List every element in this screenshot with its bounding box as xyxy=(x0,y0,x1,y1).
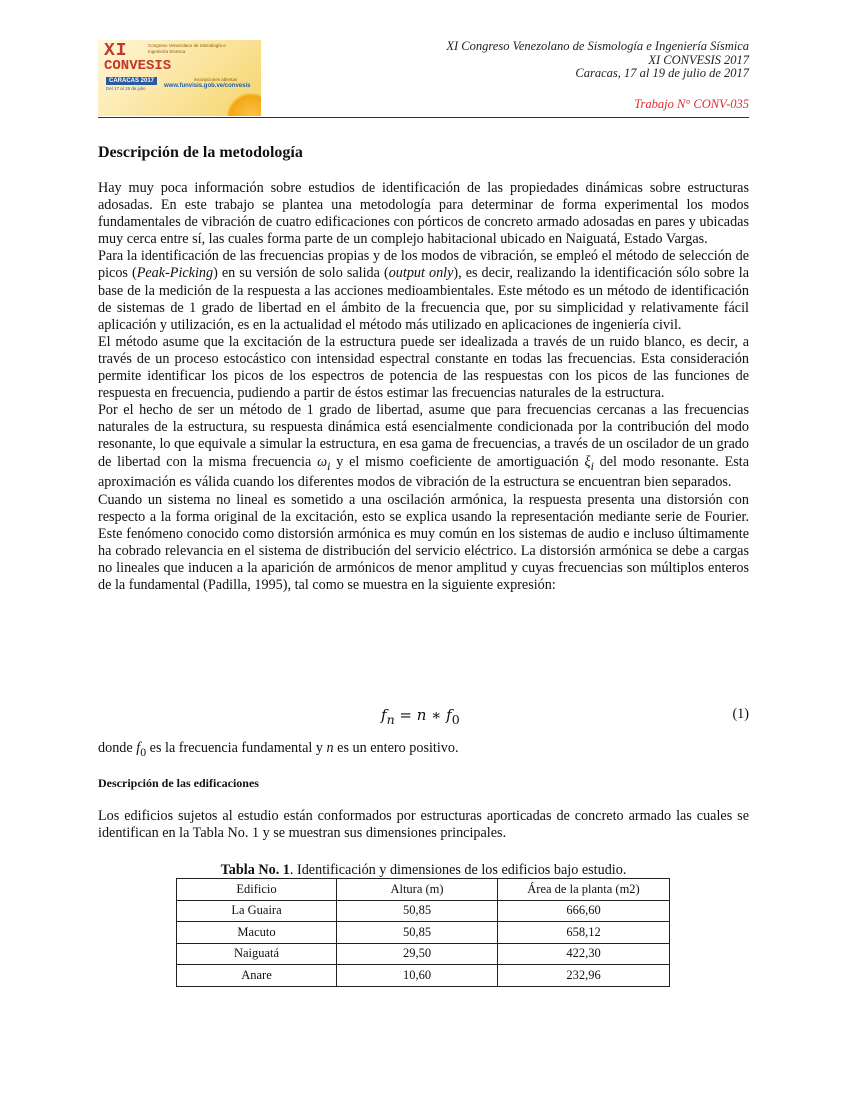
table-cell: 10,60 xyxy=(337,965,498,987)
logo-inscripciones: inscripciones abiertas xyxy=(194,77,238,82)
equation-explanation: donde $f_0$ es la frecuencia fundamental y n es un entero positivo. xyxy=(98,740,459,759)
paragraph-1: Hay muy poca información sobre estudios de identificación de las propiedades dinámicas sobre estructuras adosadas. En este trabajo se plantea una metodología para determinar de forma experimental los modos fundamentales de vibración de cuatro edificaciones con pórticos de concreto armado adosadas en pares y ubicadas muy cerca entre sí, las cuales forma parte de un complejo habitacional ubicado en Naiguatá, Estado Vargas. xyxy=(98,180,749,248)
convesis-logo xyxy=(98,40,261,116)
table-cell: 232,96 xyxy=(498,965,670,987)
equation-1 xyxy=(98,706,749,726)
running-header xyxy=(446,40,749,81)
paragraph-edificaciones: Los edificios sujetos al estudio están conformados por estructuras aporticadas de concreto armado las cuales se identifican en la Tabla No. 1 y se muestran sus dimensiones principales. xyxy=(98,808,749,842)
table-cell: 29,50 xyxy=(337,943,498,965)
header-rule xyxy=(98,117,749,118)
table-cell: La Guaira xyxy=(177,900,337,922)
table-header-row xyxy=(177,879,670,901)
buildings-table xyxy=(176,878,670,987)
table-cell: 50,85 xyxy=(337,900,498,922)
table-row xyxy=(177,922,670,944)
table-row xyxy=(177,965,670,987)
section-title-edificaciones: Descripción de las edificaciones xyxy=(98,776,259,790)
table-cell: 658,12 xyxy=(498,922,670,944)
equation-number: (1) xyxy=(732,706,749,722)
logo-url: www.funvisis.gob.ve/convesis xyxy=(164,83,251,89)
paragraph-2: Para la identificación de las frecuencias propias y de los modos de vibración, se empleó el método de selección de picos (Peak-Picking) en su versión de solo salida (output only), es decir, realizando la identificación sólo sobre la base de la medición de la respuesta a las acciones medioambientales. Este método es un método de identificación de sistemas de 1 grado de libertad en el ámbito de la frecuencia que, por su simplicidad y relativamente fácil aplicación y utilización, es en la actualidad el método más utilizado en aplicaciones de ingeniería civil. xyxy=(98,248,749,333)
paragraph-3: El método asume que la excitación de la estructura puede ser idealizada a través de un ruido blanco, es decir, a través de un proceso estocástico con intensidad espectral constante en todas las frecuencias. Esta consideración permite identificar los picos de los espectros de potencia de las respuestas con los picos de las funciones de respuesta en frecuencia, pudiendo a partir de éstos estimar las frecuencias naturales de la estructura. xyxy=(98,333,749,402)
table-header-cell: Área de la planta (m2) xyxy=(498,879,670,901)
paragraph-5: Cuando un sistema no lineal es sometido a una oscilación armónica, la respuesta presenta una distorsión con respecto a la forma original de la excitación, esto se explica usando la representación mediante serie de Fourier. Este fenómeno conocido como distorsión armónica es muy común en los sistemas de audio e incluso últimamente ha cobrado relevancia en el sistema de distribución del servicio eléctrico. La distorsión armónica se debe a cargas no lineales que inducen a la aparición de armónicos de menor amplitud y cuyas frecuencias son múltiplos enteros de la fundamental (Padilla, 1995), tal como se muestra en la siguiente expresión: xyxy=(98,491,749,593)
table-cell: 50,85 xyxy=(337,922,498,944)
logo-dates: Del 17 al 19 de julio xyxy=(106,86,146,91)
table-caption: Tabla No. 1. Identificación y dimensiones de los edificios bajo estudio. xyxy=(220,862,627,878)
sun-graphic xyxy=(226,92,261,116)
equation-expression: $f_n = n$ ∗ $f_0$ xyxy=(381,706,460,727)
paragraph-4: Por el hecho de ser un método de 1 grado de libertad, asume que para frecuencias cercanas a las frecuencias naturales de la estructura, su respuesta dinámica está esencialmente condicionada por la contribución del modo resonante, lo que equivale a simular la estructura, en esa gama de frecuencias, a través de un oscilador de un grado de libertad con la misma frecuencia $\omega_i$ y el mismo coeficiente de amortiguación $\xi_i$ del modo resonante. Esta aproximación es válida cuando los diferentes modos de vibración de la estructura se encuentran bien separados. xyxy=(98,402,750,491)
table-row xyxy=(177,900,670,922)
table-cell: Naiguatá xyxy=(177,943,337,965)
paper-id: Trabajo N° CONV-035 xyxy=(634,97,749,111)
header-line-3: Caracas, 17 al 19 de julio de 2017 xyxy=(575,66,749,80)
table-cell: 422,30 xyxy=(498,943,670,965)
table-cell: 666,60 xyxy=(498,900,670,922)
table-header-cell: Altura (m) xyxy=(337,879,498,901)
table-row xyxy=(177,943,670,965)
logo-small-text: Congreso Venezolano de Sismología e Ingeniería Sísmica xyxy=(148,43,226,54)
logo-caracas: CARACAS 2017 xyxy=(106,77,157,85)
table-cell: Macuto xyxy=(177,922,337,944)
header-line-1: XI Congreso Venezolano de Sismología e Ingeniería Sísmica xyxy=(446,39,749,53)
section-title-metodologia: Descripción de la metodología xyxy=(98,144,303,161)
logo-xi: XI xyxy=(104,41,128,61)
table-cell: Anare xyxy=(177,965,337,987)
section-body-metodologia xyxy=(98,180,749,594)
header-line-2: XI CONVESIS 2017 xyxy=(648,52,749,67)
table-header-cell: Edificio xyxy=(177,879,337,901)
logo-convesis: CONVESIS xyxy=(104,58,172,74)
